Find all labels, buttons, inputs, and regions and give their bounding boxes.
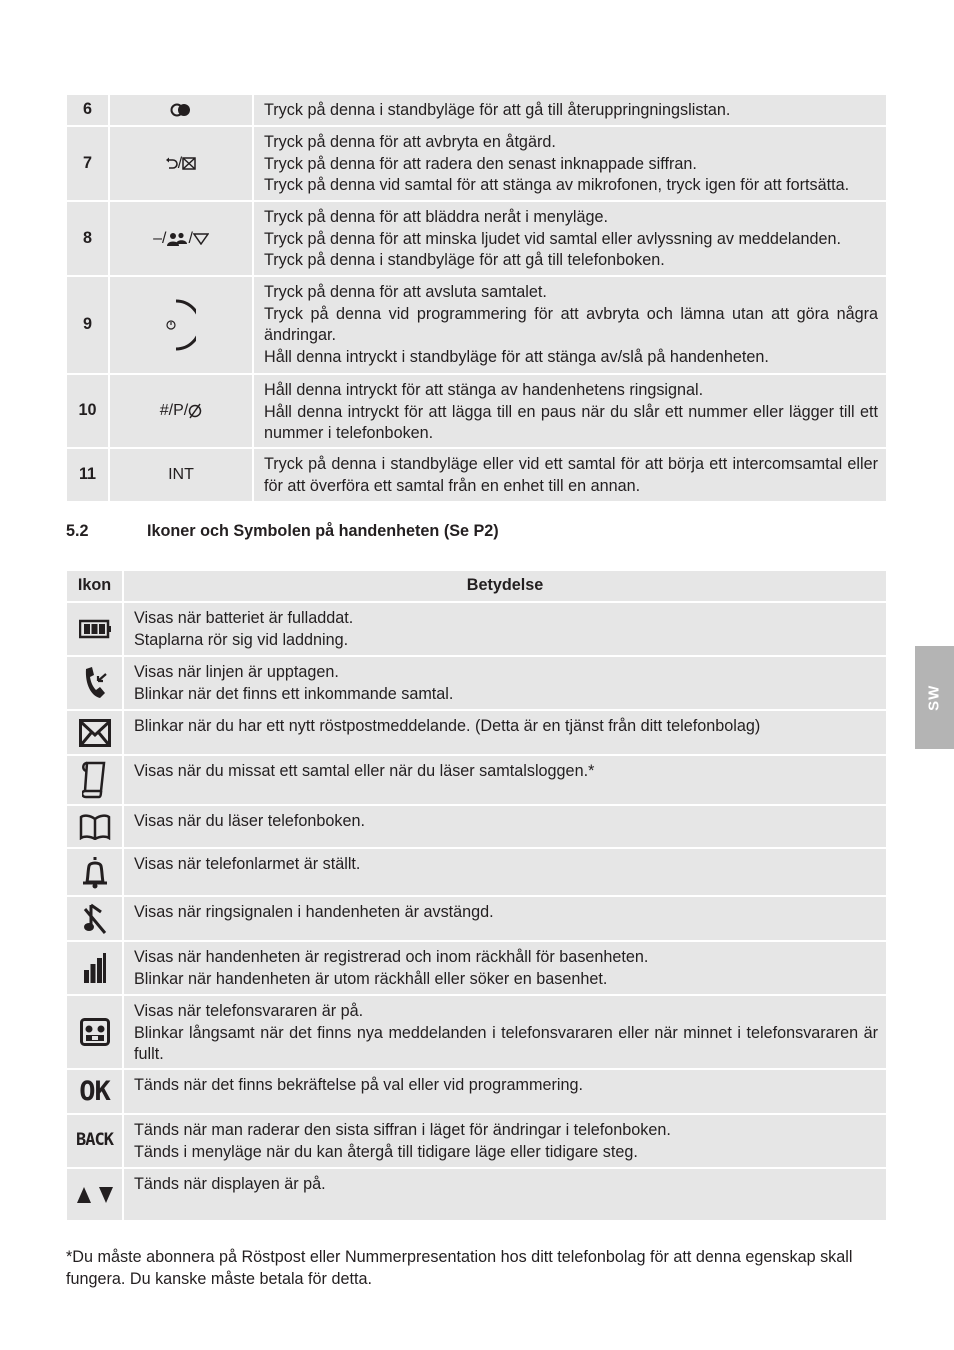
description-line: Visas när du läser telefonboken. (134, 812, 365, 830)
description-line: Visas när telefonlarmet är ställt. (134, 855, 361, 873)
alarm-bell-icon (81, 855, 109, 889)
ringer-off-icon (83, 903, 107, 935)
description-line: Tryck på denna för att minska ljudet vid samtal eller avlyssning av meddelanden. (264, 229, 842, 248)
signal-strength-icon (83, 952, 107, 984)
key-cell (110, 127, 252, 200)
column-header-meaning (124, 571, 886, 601)
voicemail-envelope-icon (79, 719, 111, 747)
row-number-text: 7 (82, 153, 92, 172)
back-arrow-icon (166, 157, 178, 171)
key-cell (110, 202, 252, 275)
description-cell (254, 375, 886, 447)
icon-cell (67, 996, 122, 1068)
row-number (67, 449, 108, 501)
icon-cell (67, 897, 122, 940)
ok-icon: OK (79, 1075, 110, 1107)
description-cell (124, 942, 886, 994)
line-in-use-icon (82, 666, 108, 700)
back-icon: BACK (76, 1130, 113, 1151)
key-separator: / (177, 154, 183, 172)
description-line: Visas när batteriet är fulladdat. (134, 609, 354, 627)
column-header-icon (67, 571, 122, 601)
description-cell (254, 277, 886, 373)
up-down-arrows-icon (75, 1186, 115, 1204)
key-cell (110, 449, 252, 501)
icon-cell (67, 711, 122, 754)
icon-cell (67, 603, 122, 655)
description-line: Blinkar långsamt när det finns nya meddelanden i telefonsvararen eller när minnet i telefonsvararen är fullt. (134, 1023, 878, 1064)
description-line: Tryck på denna för att radera den senast inknappade siffran. (264, 154, 697, 173)
description-line: Tänds när displayen är på. (134, 1175, 326, 1193)
ringer-off-icon (188, 403, 202, 419)
description-line: Tryck på denna för att avbryta en åtgärd. (264, 133, 556, 151)
row-number-text: 11 (78, 465, 97, 484)
description-line: Tänds när det finns bekräftelse på val eller vid programmering. (134, 1076, 583, 1094)
key-separator: / (188, 229, 193, 247)
description-line: Visas när telefonsvararen är på. (134, 1002, 364, 1020)
intercom-key-label: INT (168, 466, 194, 484)
row-number-text: 6 (82, 100, 92, 119)
battery-icon (79, 619, 111, 639)
description-cell (254, 95, 886, 125)
description-line: Tryck på denna vid samtal för att stänga av mikrofonen, tryck igen för att fortsätta. (264, 176, 850, 195)
row-number (67, 127, 108, 200)
description-cell (254, 202, 886, 275)
description-line: Blinkar när handenheten är utom räckhåll eller söker en basenhet. (134, 969, 608, 988)
row-number (67, 95, 108, 125)
call-log-icon (82, 761, 108, 799)
phonebook-icon (79, 814, 111, 840)
description-cell (254, 127, 886, 200)
description-line: Tryck på denna för att bläddra neråt i menyläge. (264, 208, 609, 226)
description-cell (254, 449, 886, 501)
answering-machine-icon (80, 1018, 110, 1046)
icon-cell (67, 1070, 122, 1113)
section-title: Ikoner och Symbolen på handenheten (Se P2) (147, 522, 499, 540)
description-cell (124, 1169, 886, 1220)
icon-cell (67, 657, 122, 709)
description-line: Tryck på denna i standbyläge eller vid ett samtal för att börja ett intercomsamtal eller för att överföra ett samtal från en enhet till en annan. (264, 455, 878, 495)
header-text: Ikon (77, 576, 112, 595)
description-line: Tryck på denna i standbyläge för att gå till återuppringningslistan. (264, 101, 731, 119)
description-line: Tryck på denna för att avsluta samtalet. (264, 283, 547, 301)
description-line: Visas när linjen är upptagen. (134, 663, 339, 681)
icon-cell (67, 756, 122, 804)
description-cell (124, 1070, 886, 1113)
icon-cell (67, 1115, 122, 1167)
description-line: Håll denna intryckt för att lägga till en paus när du slår ett nummer eller lägger till ett nummer i telefonboken. (264, 402, 878, 443)
description-line: Blinkar när det finns ett inkommande samtal. (134, 684, 454, 703)
description-line: Visas när ringsignalen i handenheten är avstängd. (134, 903, 494, 921)
description-line: Tryck på denna i standbyläge för att gå till telefonboken. (264, 251, 665, 270)
row-number (67, 277, 108, 373)
end-call-power-icon (166, 299, 196, 351)
description-line: Håll denna intryckt för att stänga av handenhetens ringsignal. (264, 381, 704, 399)
description-line: Visas när handenheten är registrerad och inom räckhåll för basenheten. (134, 948, 649, 966)
footnote: *Du måste abonnera på Röstpost eller Nummerpresentation hos ditt telefonbolag för att denna egenskap skall fungera. Du kanske måste betala för detta. (66, 1248, 853, 1288)
description-cell (124, 756, 886, 804)
description-cell (124, 603, 886, 655)
description-line: Staplarna rör sig vid laddning. (134, 630, 349, 649)
mute-icon (182, 157, 196, 170)
icon-cell (67, 806, 122, 847)
row-number (67, 202, 108, 275)
section-number: 5.2 (66, 522, 89, 540)
description-cell (124, 996, 886, 1068)
description-line: Håll denna intryckt i standbyläge för att stänga av/slå på handenheten. (264, 347, 769, 366)
icon-cell (67, 849, 122, 895)
down-triangle-icon (193, 233, 209, 245)
description-cell (124, 806, 886, 847)
language-tab (915, 646, 954, 749)
row-number-text: 8 (82, 228, 92, 247)
description-line: Tryck på denna vid programmering för att avbryta och lämna utan att göra några ändringar. (264, 304, 878, 345)
description-line: Blinkar när du har ett nytt röstpostmeddelande. (Detta är en tjänst från ditt telefonbolag) (134, 717, 761, 735)
icon-cell (67, 942, 122, 994)
redial-icon (170, 103, 192, 117)
description-cell (124, 711, 886, 754)
description-line: Tänds när man raderar den sista siffran i läget för ändringar i telefonboken. (134, 1121, 671, 1139)
description-cell (124, 657, 886, 709)
key-hash-pause: #/P/ (159, 402, 189, 420)
description-cell (124, 849, 886, 895)
key-cell (110, 277, 252, 373)
row-number (67, 375, 108, 447)
description-cell (124, 897, 886, 940)
key-cell (110, 95, 252, 125)
phonebook-contacts-icon (166, 232, 188, 246)
key-cell (110, 375, 252, 447)
description-line: Tänds i menyläge när du kan återgå till tidigare läge eller tidigare steg. (134, 1142, 638, 1161)
language-tab-label: SW (925, 684, 943, 711)
icon-cell (67, 1169, 122, 1220)
row-number-text: 9 (82, 315, 92, 334)
row-number-text: 10 (78, 401, 97, 420)
header-text: Betydelse (466, 576, 544, 595)
key-minus: –/ (153, 229, 167, 247)
description-line: Visas när du missat ett samtal eller när du läser samtalsloggen.* (134, 762, 595, 780)
description-cell (124, 1115, 886, 1167)
